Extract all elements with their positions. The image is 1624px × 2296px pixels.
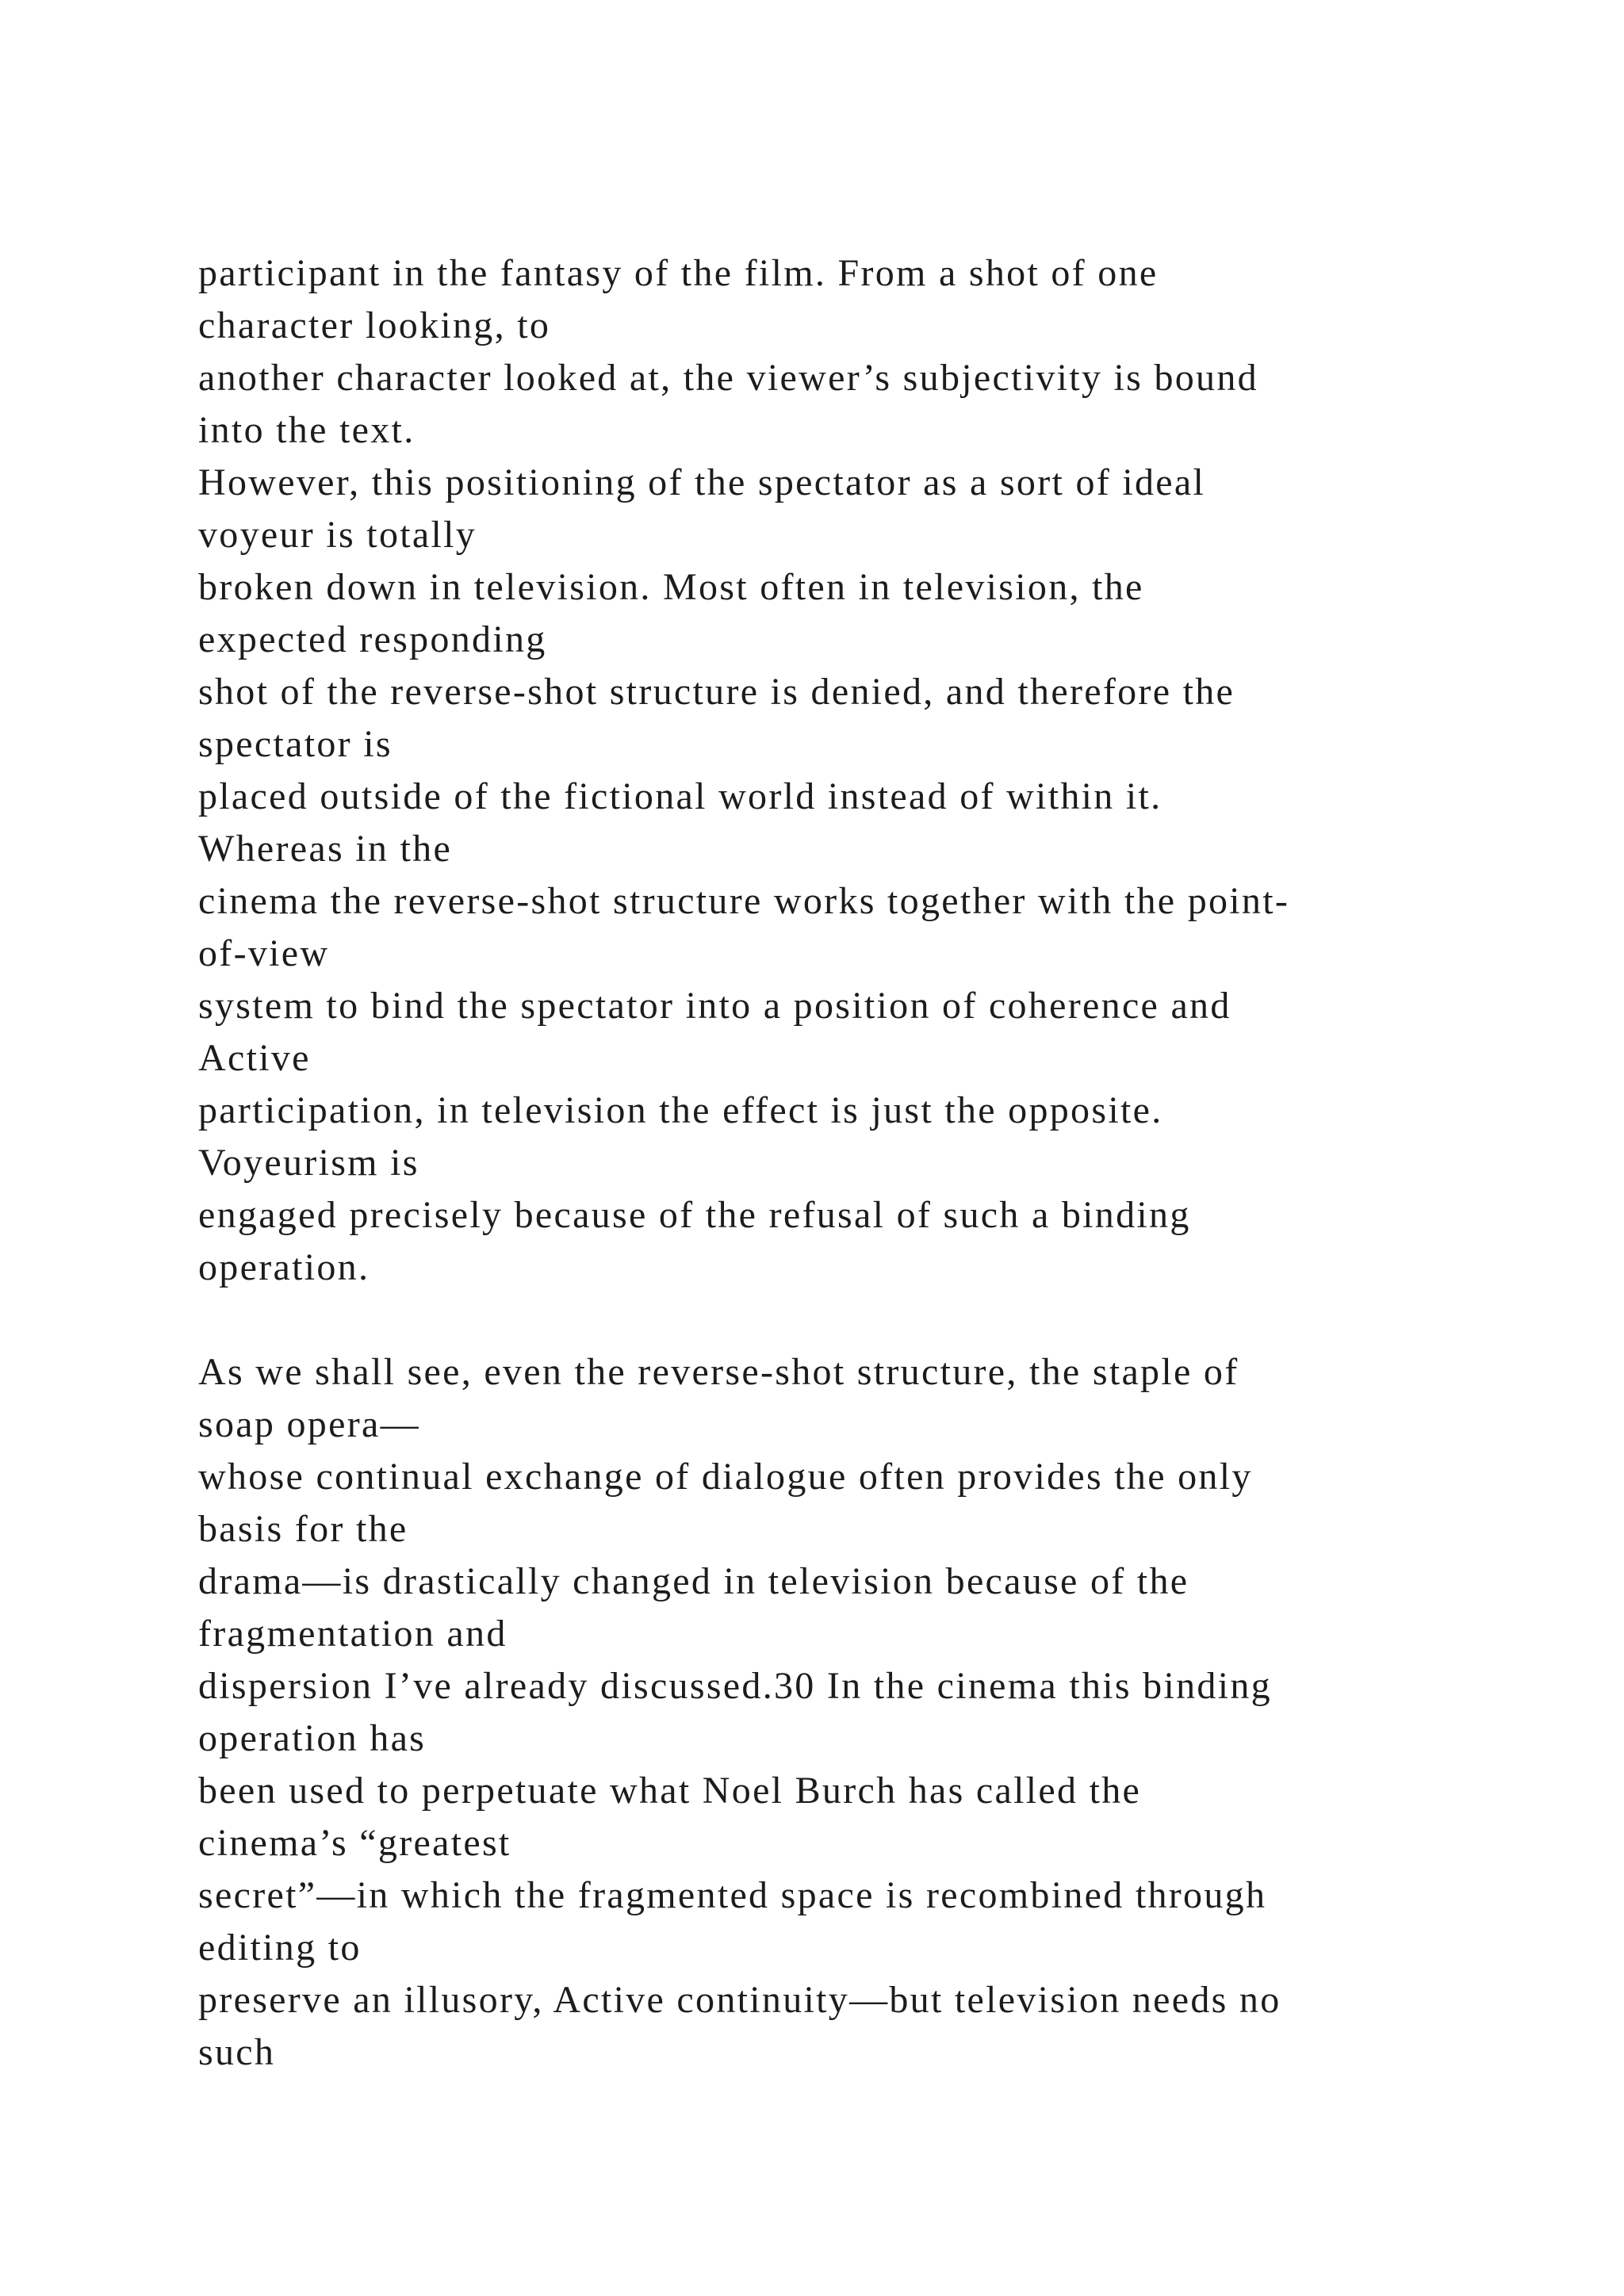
text-line: been used to perpetuate what Noel Burch has called the — [198, 1770, 1142, 1812]
text-line: another character looked at, the viewer’s subjectivity is bound — [198, 357, 1258, 399]
text-line: editing to — [198, 1927, 362, 1969]
text-line: spectator is — [198, 723, 393, 765]
document-text-body — [198, 247, 1546, 2079]
text-line: fragmentation and — [198, 1613, 508, 1655]
text-line: secret”—in which the fragmented space is recombined through — [198, 1874, 1267, 1916]
text-line: Whereas in the — [198, 828, 453, 870]
text-line: of-view — [198, 932, 330, 974]
paragraph-break — [198, 1294, 1546, 1346]
text-line: However, this positioning of the spectator as a sort of ideal — [198, 461, 1206, 503]
text-line: preserve an illusory, Active continuity—but television needs no — [198, 1979, 1281, 2021]
text-line: whose continual exchange of dialogue often provides the only — [198, 1456, 1253, 1498]
text-line: into the text. — [198, 409, 416, 451]
text-line: expected responding — [198, 618, 547, 660]
text-line: participant in the fantasy of the film. From a shot of one — [198, 252, 1159, 294]
text-line: basis for the — [198, 1508, 408, 1550]
text-line: drama—is drastically changed in television because of the — [198, 1560, 1189, 1602]
text-line: Active — [198, 1037, 311, 1079]
text-line: operation has — [198, 1717, 427, 1759]
text-line: engaged precisely because of the refusal of such a binding — [198, 1194, 1191, 1236]
text-line: soap opera— — [198, 1403, 420, 1445]
text-line: Voyeurism is — [198, 1142, 419, 1184]
text-line: As we shall see, even the reverse-shot structure, the staple of — [198, 1351, 1239, 1393]
text-line: system to bind the spectator into a position of coherence and — [198, 985, 1231, 1027]
text-line: cinema’s “greatest — [198, 1822, 511, 1864]
text-line: voyeur is totally — [198, 514, 477, 556]
text-line: operation. — [198, 1246, 370, 1288]
text-line: participation, in television the effect is just the opposite. — [198, 1089, 1163, 1131]
text-line: character looking, to — [198, 304, 551, 346]
text-line: placed outside of the fictional world instead of within it. — [198, 775, 1162, 817]
text-line: broken down in television. Most often in television, the — [198, 566, 1144, 608]
text-line: such — [198, 2031, 276, 2073]
text-line: shot of the reverse-shot structure is denied, and therefore the — [198, 671, 1235, 713]
text-line: cinema the reverse-shot structure works together with the point- — [198, 880, 1290, 922]
text-line: dispersion I’ve already discussed.30 In the cinema this binding — [198, 1665, 1272, 1707]
